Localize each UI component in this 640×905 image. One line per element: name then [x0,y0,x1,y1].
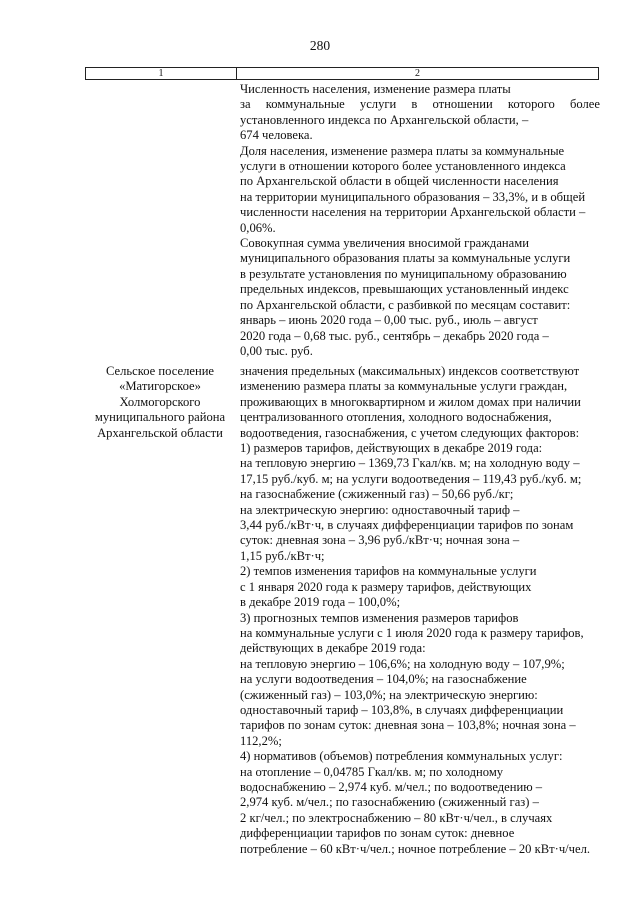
text-line: на услуги водоотведения – 104,0%; на газоснабжение [240,672,527,687]
text-line: суток: дневная зона – 3,96 руб./кВт·ч; ночная зона – [240,533,520,548]
text-line: действующих в декабре 2019 года: [240,641,426,656]
text-line: тарифов по зонам суток: дневная зона – 103,8%; ночная зона – [240,718,576,733]
text-line: изменению размера платы за коммунальные услуги граждан, [240,379,568,394]
text-line: 3) прогнозных темпов изменения размеров тарифов [240,610,519,625]
text-line: январь – июнь 2020 года – 0,00 тыс. руб., июль – август [240,313,538,328]
settlement-line: Холмогорского [119,394,201,409]
text-line: на отопление – 0,04785 Гкал/кв. м; по холодному [240,764,504,779]
table-header-row [85,67,599,80]
text-line: 674 человека. [240,128,313,143]
text-line: значения предельных (максимальных) индексов соответствуют [240,364,580,378]
text-line: водоснабжению – 2,974 куб. м/чел.; по водоотведению – [240,779,543,794]
text-line: на территории муниципального образования – 33,3%, и в общей [240,189,586,204]
text-line: предельных индексов, превышающих установленный индекс [240,282,569,297]
text-line: на коммунальные услуги с 1 июля 2020 года к размеру тарифов, [240,625,584,640]
text-line: 3,44 руб./кВт·ч, в случаях дифференциации тарифов по зонам [240,518,574,533]
text-line: водоотведения, газоснабжения, с учетом следующих факторов: [240,425,580,440]
text-line: проживающих в многоквартирном и жилом домах при наличии [240,394,581,409]
text-line: 1) размеров тарифов, действующих в декабре 2019 года: [240,441,543,456]
text-line: за коммунальные услуги в отношении которого более [240,97,600,112]
text-line: 2) темпов изменения тарифов на коммунальные услуги [240,564,537,579]
text-line: на тепловую энергию – 1369,73 Гкал/кв. м; на холодную воду – [240,456,580,471]
text-line: 1,15 руб./кВт·ч; [240,548,325,563]
text-line: численности населения на территории Архангельской области – [240,205,586,220]
text-line: установленного индекса по Архангельской области, – [240,112,529,127]
indicators-text-block [240,82,600,359]
text-line: на электрическую энергию: одноставочный тариф – [240,502,520,517]
text-line: (сжиженный газ) – 103,0%; на электрическую энергию: [240,687,538,702]
settlement-line: Сельское поселение [105,364,215,378]
text-line: по Архангельской области, с разбивкой по месяцам составит: [240,297,571,312]
column-2-header: 2 [415,67,420,79]
page-number: 280 [309,38,331,53]
text-line: потребление – 60 кВт·ч/чел.; ночное потребление – 20 кВт·ч/чел. [240,841,591,856]
text-line: на тепловую энергию – 106,6%; на холодную воду – 107,9%; [240,656,565,671]
text-line: дифференциации тарифов по зонам суток: дневное [240,826,515,841]
text-line: 2020 года – 0,68 тыс. руб., сентябрь – декабрь 2020 года – [240,328,549,343]
settlement-name [85,364,235,441]
text-line: 2,974 куб. м/чел.; по газоснабжению (сжиженный газ) – [240,795,539,810]
settlement-line: Архангельской области [97,425,223,440]
text-line: 2 кг/чел.; по электроснабжению – 80 кВт·ч/чел., в случаях [240,810,553,825]
text-line: Численность населения, изменение размера платы [240,82,511,96]
text-line: 17,15 руб./куб. м; на услуги водоотведения – 119,43 руб./куб. м; [240,471,582,486]
text-line: Доля населения, изменение размера платы за коммунальные [240,143,565,158]
text-line: в декабре 2019 года – 100,0%; [240,595,401,610]
text-line: в результате установления по муниципальному образованию [240,266,567,281]
text-line: 0,06%. [240,220,276,235]
text-line: с 1 января 2020 года к размеру тарифов, действующих [240,579,532,594]
text-line: на газоснабжение (сжиженный газ) – 50,66 руб./кг; [240,487,514,502]
tariff-factors-text-block [240,364,600,857]
text-line: услуги в отношении которого более установленного индекса [240,159,566,174]
text-line: 112,2%; [240,733,282,748]
text-line: 4) нормативов (объемов) потребления коммунальных услуг: [240,749,563,764]
settlement-line: «Матигорское» [119,379,201,394]
column-1-header: 1 [86,68,237,79]
text-line: по Архангельской области в общей численности населения [240,174,559,189]
text-line: 0,00 тыс. руб. [240,343,313,358]
text-line: Совокупная сумма увеличения вносимой гражданами [240,236,529,251]
text-line: одноставочный тариф – 103,8%, в случаях дифференциации [240,702,564,717]
settlement-line: муниципального района [94,410,226,425]
text-line: централизованного отопления, холодного водоснабжения, [240,410,552,425]
text-line: муниципального образования платы за коммунальные услуги [240,251,571,266]
